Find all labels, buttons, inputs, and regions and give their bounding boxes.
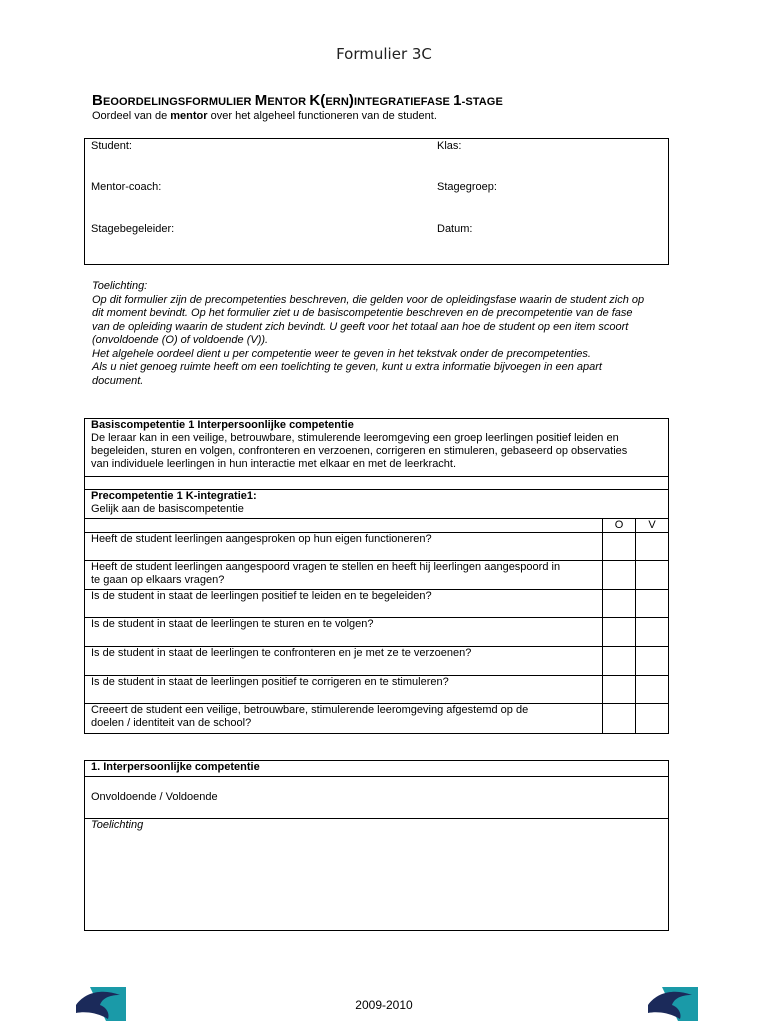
basiscompetentie-text: De leraar kan in een veilige, betrouwbare, stimulerende leeromgeving een groep leerlingen positief leiden en [91,432,619,444]
table-row [85,704,669,734]
precompetentie-row [85,490,669,519]
form-subtitle [92,110,437,122]
item-line: Is de student in staat de leerlingen positief te leiden en te begeleiden? [91,590,432,602]
item-line: Creeert de student een veilige, betrouwbare, stimulerende leeromgeving afgestemd op de [91,704,529,716]
item-line: te gaan op elkaars vragen? [91,574,225,586]
item-line: Is de student in staat de leerlingen te confronteren en je met ze te verzoenen? [91,647,472,659]
item-line: doelen / identiteit van de school? [91,717,252,729]
item-line: Is de student in staat de leerlingen positief te corrigeren en te stimuleren? [91,676,449,688]
column-v-header: V [636,519,669,533]
basiscompetentie-text: begeleiden, sturen en volgen, confronteren en verzoenen, corrigeren en stimuleren, gebaseerd op observaties [91,445,628,457]
title-part: ENTOR [267,96,310,108]
score-v-cell[interactable] [636,618,669,647]
toelichting-section [92,280,682,388]
score-o-cell[interactable] [603,590,636,618]
toelichting-line: Het algehele oordeel dient u per competentie weer te geven in het tekstvak onder de precompetenties. [92,347,591,360]
table-row [85,533,669,561]
title-part: ) [348,92,355,109]
table-row [85,676,669,704]
item-line: Is de student in staat de leerlingen te sturen en te volgen? [91,618,374,630]
spacer-row [85,477,669,490]
precompetentie-text: Gelijk aan de basiscompetentie [91,503,244,515]
score-o-cell[interactable] [603,676,636,704]
score-o-cell[interactable] [603,647,636,676]
title-part: B [92,92,103,109]
page-header-title: Formulier 3C [336,45,432,63]
oordeel-toelichting[interactable]: Toelichting [85,819,669,931]
datum-label: Datum: [437,223,473,235]
basiscompetentie-row [85,419,669,477]
subtitle-post: over het algeheel functioneren van de student. [207,110,437,122]
item-text [85,676,603,704]
basiscompetentie-title: Basiscompetentie 1 Interpersoonlijke competentie [91,419,354,431]
oordeel-choice[interactable]: Onvoldoende / Voldoende [85,777,669,819]
score-v-cell[interactable] [636,647,669,676]
score-header-empty [85,519,603,533]
spacer-cell [85,477,669,490]
table-row [85,590,669,618]
competentie-table [84,418,669,734]
score-o-cell[interactable] [603,704,636,734]
score-header-row [85,519,669,533]
toelichting-line: van de opleiding waarin de student zich bevindt. U geeft voor het totaal aan hoe de student op een item scoort [92,320,629,333]
column-o-header: O [603,519,636,533]
student-label: Student: [91,140,132,152]
score-v-cell[interactable] [636,561,669,590]
score-o-cell[interactable] [603,618,636,647]
item-text [85,590,603,618]
footer-year: 2009-2010 [355,998,413,1012]
score-v-cell[interactable] [636,533,669,561]
item-text [85,533,603,561]
toelichting-line: (onvoldoende (O) of voldoende (V)). [92,334,269,346]
stagegroep-label: Stagegroep: [437,181,497,193]
title-part: K( [309,92,326,109]
score-o-cell[interactable] [603,533,636,561]
title-part: -STAGE [461,96,503,108]
precompetentie-title: Precompetentie 1 K-integratie1: [91,490,257,502]
stagebegeleider-label: Stagebegeleider: [91,223,175,235]
table-row [85,561,669,590]
table-row [85,618,669,647]
toelichting-line: document. [92,374,144,387]
toelichting-line: dit moment bevindt. Op het formulier ziet u de basiscompetentie beschreven en de precompetentie van de fase [92,307,633,319]
form-title [92,92,503,109]
item-line: Heeft de student leerlingen aangesproken op hun eigen functioneren? [91,533,432,545]
klas-label: Klas: [437,140,462,152]
oordeel-choice-row [85,777,669,819]
toelichting-heading: Toelichting: [92,280,148,292]
score-v-cell[interactable] [636,590,669,618]
subtitle-pre: Oordeel van de [92,110,171,122]
subtitle-bold: mentor [170,110,208,122]
score-o-cell[interactable] [603,561,636,590]
oordeel-table [84,760,669,931]
basiscompetentie-text: van individuele leerlingen in hun interactie met elkaar en met de leerkracht. [91,458,457,470]
title-part: M [254,92,268,109]
precompetentie-cell [85,490,669,519]
item-text [85,618,603,647]
mentor-coach-label: Mentor-coach: [91,181,162,193]
school-logo-right [648,985,698,1021]
table-row [85,647,669,676]
title-part: INTEGRATIEFASE [354,96,454,108]
oordeel-title: 1. Interpersoonlijke competentie [85,761,669,777]
title-part: 1 [453,92,462,109]
school-logo-icon [648,985,698,1021]
score-v-cell[interactable] [636,676,669,704]
student-info-box [84,138,669,265]
item-line: Heeft de student leerlingen aangespoord vragen te stellen en heeft hij leerlingen aangespoord in [91,561,561,573]
title-part: EOORDELINGSFORMULIER [102,96,255,108]
item-text [85,647,603,676]
title-part: ERN [325,96,349,108]
score-v-cell[interactable] [636,704,669,734]
oordeel-toelichting-row [85,819,669,931]
item-text [85,561,603,590]
item-text [85,704,603,734]
toelichting-line: Op dit formulier zijn de precompetenties beschreven, die gelden voor de opleidingsfase waarin de student zich op [92,293,645,306]
toelichting-line: Als u niet genoeg ruimte heeft om een toelichting te geven, kunt u extra informatie bijvoegen in een apart [92,361,602,373]
oordeel-title-row [85,761,669,777]
basiscompetentie-cell [85,419,669,477]
